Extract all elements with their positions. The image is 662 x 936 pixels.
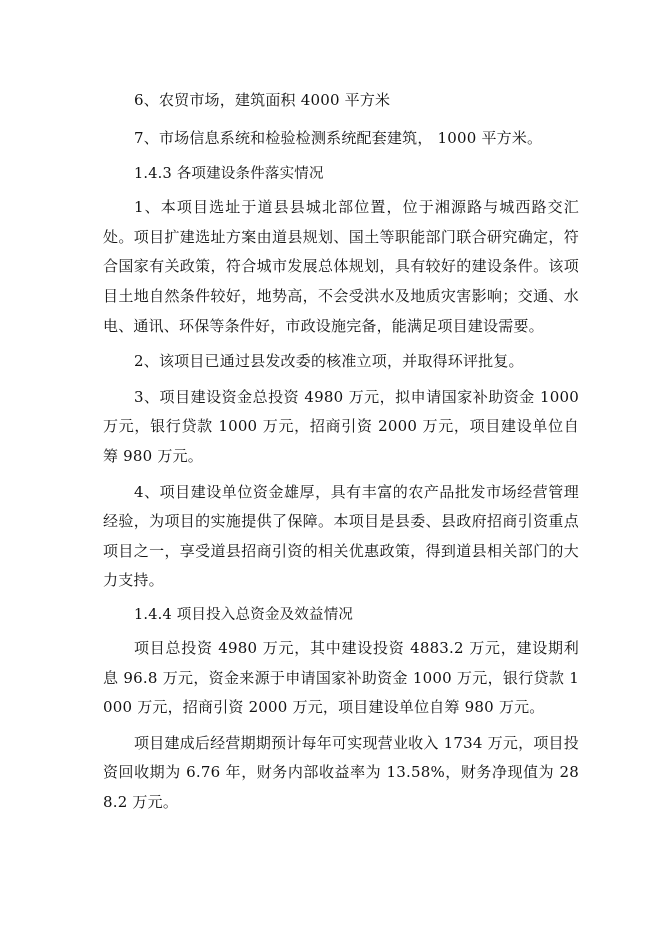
list-item-agri-market: 6、农贸市场，建筑面积 4000 平方米 [134,91,391,109]
document-body [103,86,579,823]
paragraph-returns: 项目建成后经营期期预计每年可实现营业收入 1734 万元，项目投资回收期为 6.76 年，财务内部收益率为 13.58%，财务净现值为 288.2 万元。 [103,733,579,811]
paragraph-capability: 4、项目建设单位资金雄厚，具有丰富的农产品批发市场经营管理经验，为项目的实施提供了保障。本项目是县委、县政府招商引资重点项目之一，享受道县招商引资的相关优惠政策，得到道县相关部门的大力支持。 [103,482,579,590]
section-heading-1-4-3: 1.4.3 各项建设条件落实情况 [134,166,324,183]
paragraph-site-selection: 1、本项目选址于道县县城北部位置，位于湘源路与城西路交汇处。项目扩建选址方案由道县规划、国土等职能部门联合研究确定，符合国家有关政策，符合城市发展总体规划，具有较好的建设条件。该项目土地自然条件较好，地势高，不会受洪水及地质灾害影响；交通、水电、通讯、环保等条件好，市政设施完备，能满足项目建设需要。 [103,198,579,335]
paragraph-funding: 3、项目建设资金总投资 4980 万元，拟申请国家补助资金 1000 万元，银行贷款 1000 万元，招商引资 2000 万元，项目建设单位自筹 980 万元。 [103,387,579,465]
paragraph-total-investment: 项目总投资 4980 万元，其中建设投资 4883.2 万元，建设期利息 96.8 万元，资金来源于申请国家补助资金 1000 万元，银行贷款 1000 万元，招商引资 2000 万元，项目建设单位自筹 980 万元。 [103,638,579,717]
list-item-info-system: 7、市场信息系统和检验检测系统配套建筑， 1000 平方米。 [134,128,543,147]
paragraph-approval: 2、该项目已通过县发改委的核准立项，并取得环评批复。 [134,352,524,371]
section-heading-1-4-4: 1.4.4 项目投入总资金及效益情况 [134,606,354,623]
